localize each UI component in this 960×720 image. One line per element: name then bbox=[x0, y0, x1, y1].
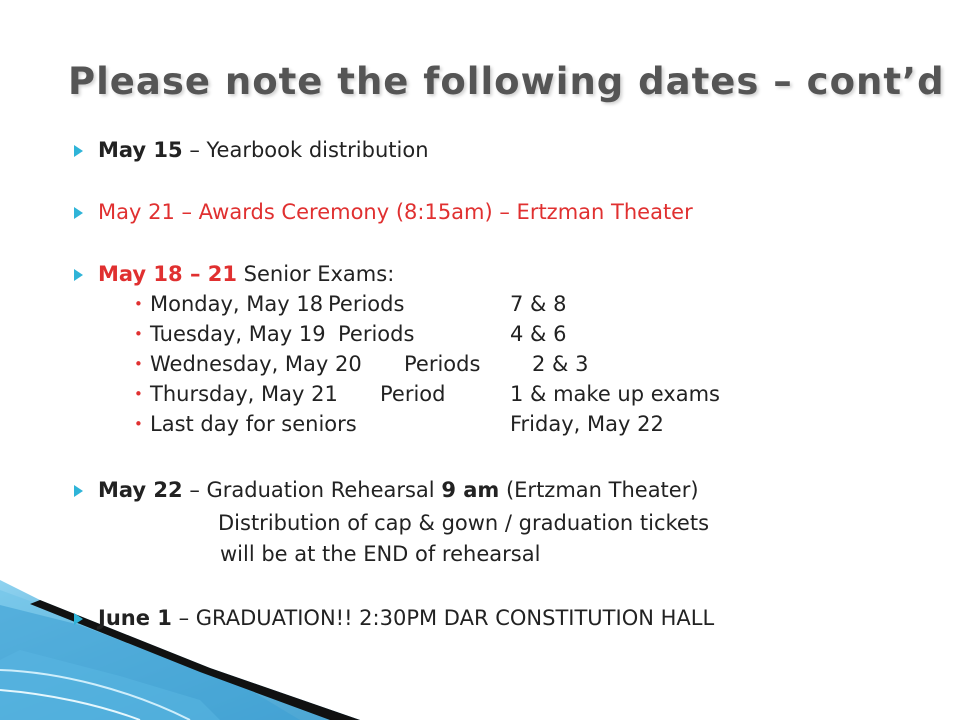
bullet-arrow-icon bbox=[74, 269, 83, 281]
exam-periods-value: Friday, May 22 bbox=[510, 412, 664, 436]
item-description: Senior Exams: bbox=[237, 262, 395, 286]
item-description: – Yearbook distribution bbox=[182, 138, 429, 162]
item-date: May 22 bbox=[98, 478, 183, 502]
exam-day: Wednesday, May 20 bbox=[150, 352, 362, 376]
rehearsal-note: Distribution of cap & gown / graduation tickets bbox=[218, 511, 710, 535]
bullet-arrow-icon bbox=[74, 145, 83, 157]
exam-periods-value: 2 & 3 bbox=[532, 352, 589, 376]
rehearsal-time: 9 am bbox=[441, 478, 500, 502]
item-date: May 15 bbox=[98, 138, 183, 162]
exam-periods-label: Period bbox=[380, 382, 446, 406]
item-date: June 1 bbox=[98, 606, 172, 630]
item-text bbox=[98, 134, 429, 166]
item-text bbox=[98, 258, 394, 290]
bullet-arrow-icon bbox=[74, 613, 83, 625]
item-description-cont: (Ertzman Theater) bbox=[499, 478, 699, 502]
bullet-arrow-icon bbox=[74, 485, 83, 497]
exam-day: Tuesday, May 19 bbox=[150, 322, 326, 346]
slide-title: Please note the following dates – cont’d bbox=[68, 60, 945, 103]
exam-day: Monday, May 18 bbox=[150, 292, 324, 316]
dot-icon: • bbox=[134, 385, 143, 403]
item-date: May 18 – 21 bbox=[98, 262, 237, 286]
rehearsal-note: will be at the END of rehearsal bbox=[220, 542, 541, 566]
exam-day: Thursday, May 21 bbox=[150, 382, 338, 406]
exam-periods-value: 4 & 6 bbox=[510, 322, 567, 346]
exam-periods-value: 1 & make up exams bbox=[510, 382, 720, 406]
item-description: – Graduation Rehearsal bbox=[182, 478, 442, 502]
dot-icon: • bbox=[134, 295, 143, 313]
exam-day: Last day for seniors bbox=[150, 412, 357, 436]
bullet-arrow-icon bbox=[74, 207, 83, 219]
dot-icon: • bbox=[134, 355, 143, 373]
exam-periods-label: Periods bbox=[404, 352, 481, 376]
item-description: May 21 – Awards Ceremony (8:15am) – Ertzman Theater bbox=[98, 200, 693, 224]
exam-periods-label: Periods bbox=[328, 292, 405, 316]
dot-icon: • bbox=[134, 325, 143, 343]
item-description: – GRADUATION!! 2:30PM DAR CONSTITUTION HALL bbox=[171, 606, 715, 630]
exam-periods-label: Periods bbox=[338, 322, 415, 346]
item-text bbox=[98, 602, 714, 634]
exam-periods-value: 7 & 8 bbox=[510, 292, 567, 316]
item-text bbox=[98, 474, 699, 506]
dot-icon: • bbox=[134, 415, 143, 433]
